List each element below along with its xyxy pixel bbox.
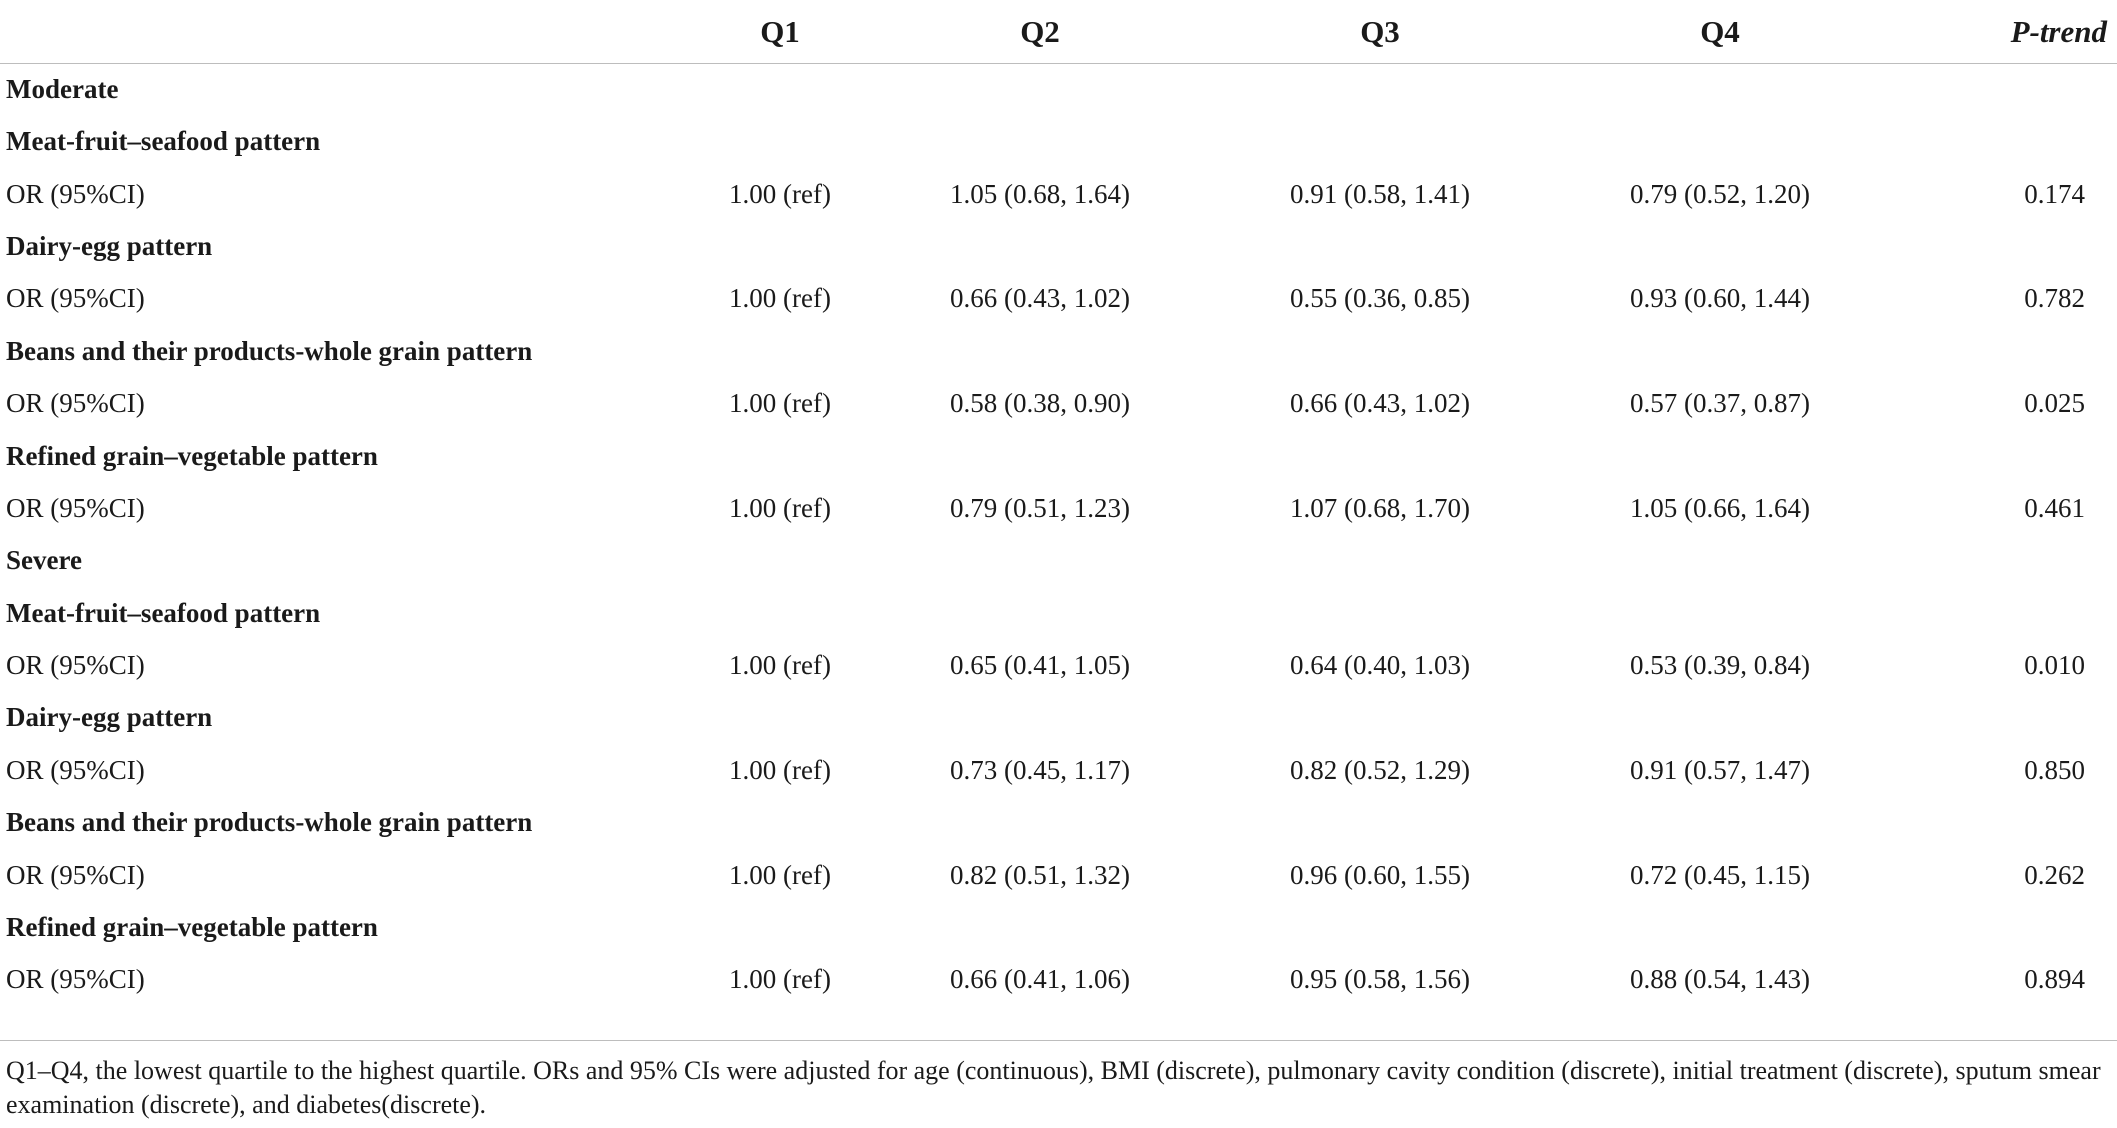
cell-q4: 0.53 (0.39, 0.84) xyxy=(1630,650,1810,681)
section-heading-label: Severe xyxy=(6,545,82,576)
section-heading-row xyxy=(0,797,2117,849)
column-header-q1: Q1 xyxy=(690,0,870,64)
cell-q1: 1.00 (ref) xyxy=(729,388,831,419)
row-label: OR (95%CI) xyxy=(6,754,145,785)
cell-q2: 0.73 (0.45, 1.17) xyxy=(950,754,1130,785)
row-label: OR (95%CI) xyxy=(6,650,145,681)
column-header-q4: Q4 xyxy=(1550,0,1890,64)
header-row xyxy=(0,0,2117,64)
cell-p-trend: 0.025 xyxy=(2024,388,2085,419)
cell-q4: 0.88 (0.54, 1.43) xyxy=(1630,964,1810,995)
cell-q1: 1.00 (ref) xyxy=(729,964,831,995)
section-heading-row xyxy=(0,692,2117,744)
cell-q3: 0.66 (0.43, 1.02) xyxy=(1290,388,1470,419)
section-heading-row xyxy=(0,116,2117,168)
section-heading-row xyxy=(0,430,2117,482)
cell-q3: 0.64 (0.40, 1.03) xyxy=(1290,650,1470,681)
row-label: OR (95%CI) xyxy=(6,492,145,523)
column-header-p-trend: P-trend xyxy=(1890,0,2117,64)
table-row xyxy=(0,954,2117,1006)
cell-q3: 0.96 (0.60, 1.55) xyxy=(1290,859,1470,890)
cell-q2: 0.82 (0.51, 1.32) xyxy=(950,859,1130,890)
cell-q1: 1.00 (ref) xyxy=(729,859,831,890)
cell-q4: 0.72 (0.45, 1.15) xyxy=(1630,859,1810,890)
row-label: OR (95%CI) xyxy=(6,388,145,419)
cell-p-trend: 0.782 xyxy=(2024,283,2085,314)
section-heading-label: Dairy-egg pattern xyxy=(6,702,213,733)
table-bottom-rule xyxy=(0,1040,2117,1041)
table-row xyxy=(0,744,2117,796)
cell-q2: 0.79 (0.51, 1.23) xyxy=(950,492,1130,523)
cell-q4: 0.91 (0.57, 1.47) xyxy=(1630,754,1810,785)
column-header-q3: Q3 xyxy=(1210,0,1550,64)
cell-q4: 0.79 (0.52, 1.20) xyxy=(1630,178,1810,209)
cell-p-trend: 0.174 xyxy=(2024,178,2085,209)
section-heading-row xyxy=(0,535,2117,587)
section-heading-label: Meat-fruit–seafood pattern xyxy=(6,126,321,157)
cell-q2: 0.65 (0.41, 1.05) xyxy=(950,650,1130,681)
cell-p-trend: 0.262 xyxy=(2024,859,2085,890)
cell-p-trend: 0.461 xyxy=(2024,492,2085,523)
table-row xyxy=(0,849,2117,901)
cell-p-trend: 0.894 xyxy=(2024,964,2085,995)
column-header-q2: Q2 xyxy=(870,0,1210,64)
cell-q4: 0.57 (0.37, 0.87) xyxy=(1630,388,1810,419)
section-heading-row xyxy=(0,325,2117,377)
cell-q1: 1.00 (ref) xyxy=(729,492,831,523)
cell-q2: 0.66 (0.43, 1.02) xyxy=(950,283,1130,314)
cell-p-trend: 0.010 xyxy=(2024,650,2085,681)
section-heading-label: Dairy-egg pattern xyxy=(6,230,213,261)
cell-q3: 0.95 (0.58, 1.56) xyxy=(1290,964,1470,995)
section-heading-row xyxy=(0,587,2117,639)
row-label: OR (95%CI) xyxy=(6,283,145,314)
row-label: OR (95%CI) xyxy=(6,178,145,209)
section-heading-row xyxy=(0,901,2117,953)
cell-q1: 1.00 (ref) xyxy=(729,283,831,314)
row-label: OR (95%CI) xyxy=(6,964,145,995)
section-heading-row xyxy=(0,220,2117,272)
section-heading-row xyxy=(0,64,2117,116)
table-footnote: Q1–Q4, the lowest quartile to the highest quartile. ORs and 95% CIs were adjusted for age (continuous), BMI (discrete), pulmonary cavity condition (discrete), initial treatment (discrete), sputum smear examination (discrete), and diabetes(discrete). xyxy=(6,1056,2101,1119)
cell-q2: 0.66 (0.41, 1.06) xyxy=(950,964,1130,995)
cell-q1: 1.00 (ref) xyxy=(729,178,831,209)
section-heading-label: Refined grain–vegetable pattern xyxy=(6,440,378,471)
table-row xyxy=(0,377,2117,429)
cell-q3: 0.55 (0.36, 0.85) xyxy=(1290,283,1470,314)
section-heading-label: Beans and their products-whole grain pattern xyxy=(6,807,533,838)
cell-q3: 1.07 (0.68, 1.70) xyxy=(1290,492,1470,523)
table-row xyxy=(0,639,2117,691)
cell-q1: 1.00 (ref) xyxy=(729,650,831,681)
table-body xyxy=(0,64,2117,1007)
table-row xyxy=(0,273,2117,325)
section-heading-label: Moderate xyxy=(6,74,119,105)
cell-q3: 0.91 (0.58, 1.41) xyxy=(1290,178,1470,209)
cell-q4: 1.05 (0.66, 1.64) xyxy=(1630,492,1810,523)
section-heading-label: Meat-fruit–seafood pattern xyxy=(6,597,321,628)
table-row xyxy=(0,168,2117,220)
cell-q3: 0.82 (0.52, 1.29) xyxy=(1290,754,1470,785)
section-heading-label: Refined grain–vegetable pattern xyxy=(6,912,378,943)
cell-q1: 1.00 (ref) xyxy=(729,754,831,785)
cell-q4: 0.93 (0.60, 1.44) xyxy=(1630,283,1810,314)
table-row xyxy=(0,482,2117,534)
cell-q2: 1.05 (0.68, 1.64) xyxy=(950,178,1130,209)
section-heading-label: Beans and their products-whole grain pattern xyxy=(6,335,533,366)
cell-p-trend: 0.850 xyxy=(2024,754,2085,785)
cell-q2: 0.58 (0.38, 0.90) xyxy=(950,388,1130,419)
column-header-label xyxy=(0,0,690,64)
row-label: OR (95%CI) xyxy=(6,859,145,890)
